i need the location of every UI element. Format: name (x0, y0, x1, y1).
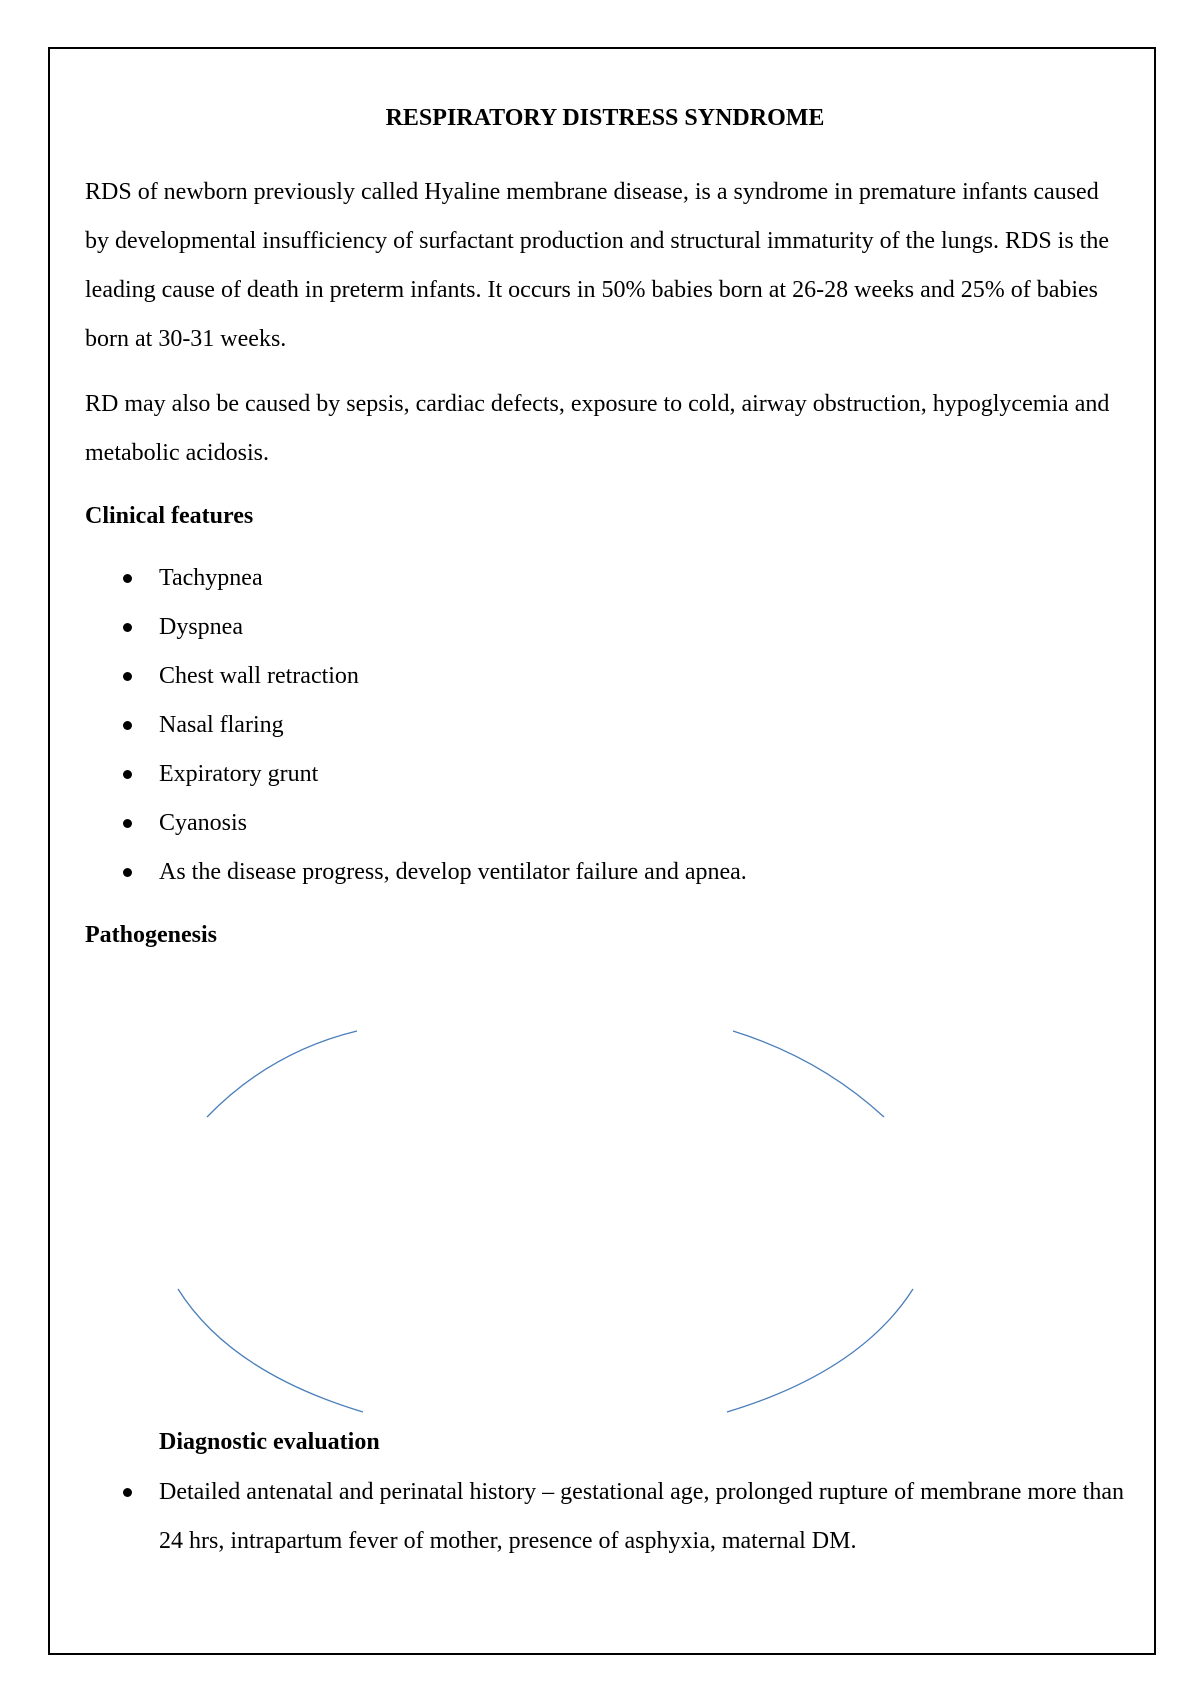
clinical-features-heading: Clinical features (85, 503, 254, 529)
pathogenesis-heading: Pathogenesis (85, 922, 217, 948)
diagnostic-list (85, 1468, 1125, 1566)
arc-bottom-right (727, 1289, 913, 1412)
arc-top-left (207, 1031, 357, 1117)
diagnostic-evaluation-heading: Diagnostic evaluation (159, 1429, 380, 1455)
list-item: Detailed antenatal and perinatal history – gestational age, prolonged rupture of membrane more than 24 hrs, intrapartum fever of mother, presence of asphyxia, maternal DM. (85, 1468, 1125, 1566)
list-item: Nasal flaring (85, 701, 1125, 750)
bullet-icon (123, 1488, 132, 1497)
list-item: As the disease progress, develop ventilator failure and apnea. (85, 848, 1125, 897)
causes-paragraph: RD may also be caused by sepsis, cardiac defects, exposure to cold, airway obstruction, hypoglycemia and metabolic acidosis. (85, 391, 1110, 466)
list-item: Dyspnea (85, 603, 1125, 652)
document-title: RESPIRATORY DISTRESS SYNDROME (385, 105, 825, 131)
intro-paragraph: RDS of newborn previously called Hyaline membrane disease, is a syndrome in premature infants caused by developmental insufficiency of surfactant production and structural immaturity of the lungs. RDS is the leading cause of death in preterm infants. It occurs in 50% babies born at 26-28 weeks and 25% of babies born at 30-31 weeks. (85, 179, 1109, 352)
diagnostic-list-wrapper (85, 1468, 1125, 1566)
arc-top-right (733, 1031, 884, 1117)
list-item: Expiratory grunt (85, 750, 1125, 799)
list-item: Tachypnea (85, 554, 1125, 603)
arc-bottom-left (178, 1289, 363, 1412)
list-item: Cyanosis (85, 799, 1125, 848)
list-item: Chest wall retraction (85, 652, 1125, 701)
